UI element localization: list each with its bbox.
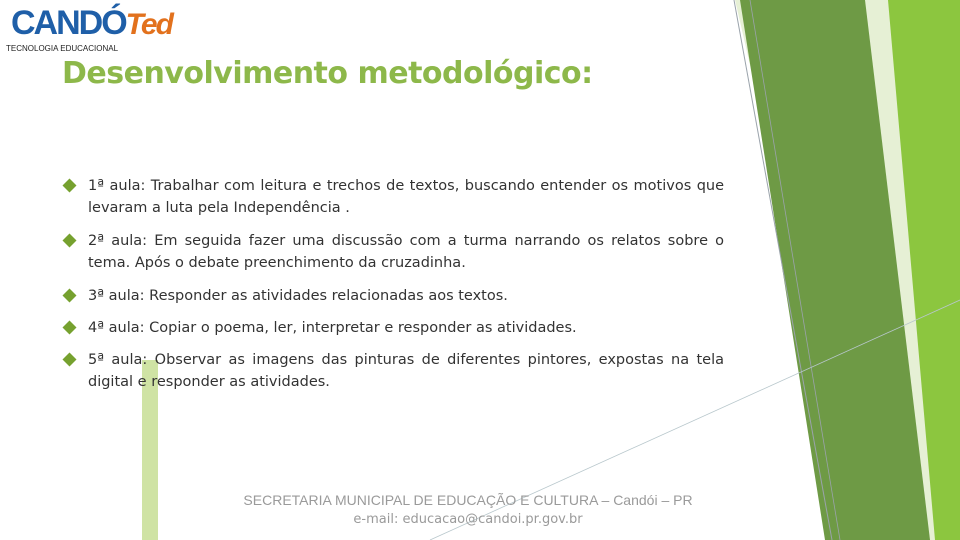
bullet-item [64, 175, 724, 219]
bullet-lead: 2ª aula: [88, 233, 148, 249]
bullet-text: Trabalhar com leitura e trechos de textos, buscando entender os motivos que levaram a luta pela Independência . [88, 178, 725, 216]
bullet-item [64, 317, 724, 339]
bullet-lead: 4ª aula: [88, 320, 145, 336]
bullet-text: Responder as atividades relacionadas aos textos. [144, 288, 508, 304]
logo [6, 4, 172, 56]
bullet-item [64, 285, 724, 307]
diamond-bullet-icon [62, 320, 76, 334]
diamond-bullet-icon [62, 288, 76, 302]
logo-wordmark: CANDÓTed [11, 4, 172, 42]
footer-institution: SECRETARIA MUNICIPAL DE EDUCAÇÃO E CULTURA – Candói – PR [243, 492, 693, 508]
logo-subtitle: TECNOLOGIA EDUCACIONAL [6, 44, 119, 53]
diamond-bullet-icon [62, 352, 76, 366]
slide-title: Desenvolvimento metodológico: [62, 56, 593, 91]
footer [200, 490, 736, 530]
bullet-lead: 1ª aula: [88, 178, 146, 194]
bullet-list [64, 175, 724, 393]
bullet-item [64, 349, 724, 393]
bullet-text: Em seguida fazer uma discussão com a turma narrando os relatos sobre o tema. Após o debate preenchimento da cruzadinha. [88, 233, 724, 271]
bullet-lead: 5ª aula: [88, 352, 148, 368]
bullet-text: Copiar o poema, ler, interpretar e responder as atividades. [144, 320, 577, 336]
diamond-bullet-icon [62, 233, 76, 247]
bullet-text: Observar as imagens das pinturas de diferentes pintores, expostas na tela digital e responder as atividades. [88, 352, 724, 390]
diamond-bullet-icon [62, 178, 76, 192]
bullet-item [64, 230, 724, 274]
footer-email: e-mail: educacao@candoi.pr.gov.br [353, 512, 583, 527]
bullet-lead: 3ª aula: [88, 288, 145, 304]
